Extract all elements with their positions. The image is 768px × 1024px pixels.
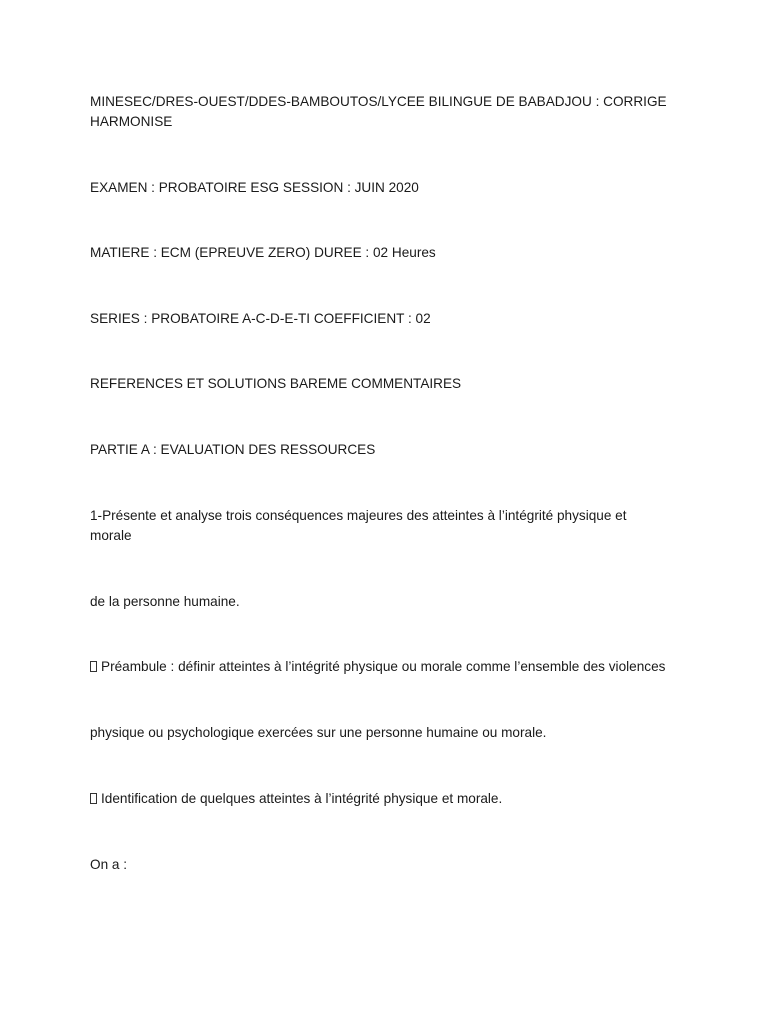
identification-line — [90, 789, 690, 809]
on-a-line: On a : — [90, 857, 128, 872]
preamble-line-2: physique ou psychologique exercées sur une personne humaine ou morale. — [90, 725, 547, 740]
preamble-text: Préambule : définir atteintes à l’intégrité physique ou morale comme l’ensemble des violences — [101, 659, 666, 674]
question-1-line-1: 1-Présente et analyse trois conséquences majeures des atteintes à l’intégrité physique et — [90, 508, 627, 523]
question-1 — [90, 506, 690, 546]
preamble-line-1 — [90, 657, 690, 677]
header-text — [90, 92, 690, 132]
part-a-heading: PARTIE A : EVALUATION DES RESSOURCES — [90, 442, 376, 457]
question-1-line-2: morale — [90, 528, 132, 543]
bullet-box-icon — [90, 793, 97, 804]
question-1-continuation: de la personne humaine. — [90, 594, 240, 609]
header-line-2: HARMONISE — [90, 114, 173, 129]
bullet-box-icon — [90, 661, 97, 672]
columns-heading: REFERENCES ET SOLUTIONS BAREME COMMENTAIRES — [90, 376, 462, 391]
identification-text: Identification de quelques atteintes à l’intégrité physique et morale. — [101, 791, 503, 806]
subject-line: MATIERE : ECM (EPREUVE ZERO) DUREE : 02 Heures — [90, 245, 436, 260]
series-line: SERIES : PROBATOIRE A-C-D-E-TI COEFFICIENT : 02 — [90, 311, 431, 326]
header-line-1: MINESEC/DRES-OUEST/DDES-BAMBOUTOS/LYCEE BILINGUE DE BABADJOU : CORRIGE — [90, 94, 667, 109]
exam-line: EXAMEN : PROBATOIRE ESG SESSION : JUIN 2020 — [90, 180, 419, 195]
